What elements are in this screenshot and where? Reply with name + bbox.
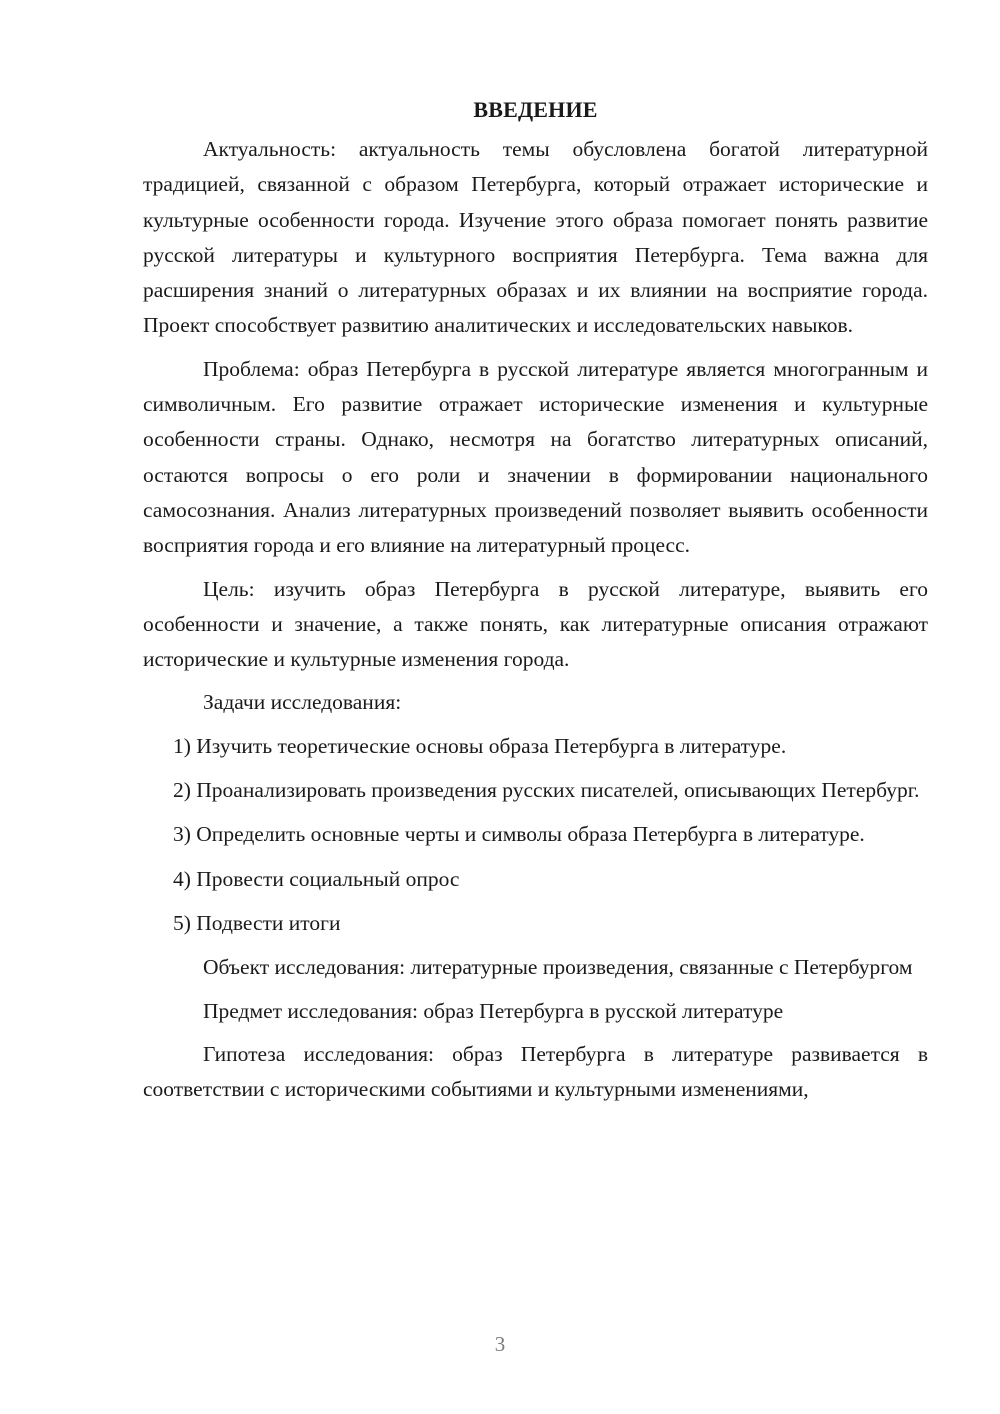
paragraph-goal: Цель: изучить образ Петербурга в русской литературе, выявить его особенности и значение, а также понять, как литературные описания отражают исторические и культурные изменения города.: [143, 576, 928, 672]
task-item: 4) Провести социальный опрос: [173, 866, 460, 891]
task-item: 5) Подвести итоги: [173, 910, 341, 935]
paragraph-object: Объект исследования: литературные произведения, связанные с Петербургом: [203, 955, 913, 980]
task-item: 2) Проанализировать произведения русских писателей, описывающих Петербург.: [173, 778, 920, 803]
document-page: [143, 92, 928, 1115]
section-title: ВВЕДЕНИЕ: [473, 97, 598, 122]
paragraph-hypothesis: Гипотеза исследования: образ Петербурга в литературе развивается в соответствии с историческими событиями и культурными изменениями,: [143, 1041, 928, 1102]
page-number: 3: [494, 1332, 506, 1356]
paragraph-relevance: Актуальность: актуальность темы обусловлена богатой литературной традицией, связанной с образом Петербурга, который отражает исторические и культурные особенности города. Изучение этого образа помогает понять развитие русской литературы и культурного восприятия Петербурга. Тема важна для расширения знаний о литературных образах и их влиянии на восприятие города. Проект способствует развитию аналитических и исследовательских навыков.: [143, 137, 928, 338]
paragraph-problem: Проблема: образ Петербурга в русской литературе является многогранным и символичным. Его развитие отражает исторические изменения и культурные особенности страны. Однако, несмотря на богатство литературных описаний, остаются вопросы о его роли и значении в формировании национального самосознания. Анализ литературных произведений позволяет выявить особенности восприятия города и его влияние на литературный процесс.: [143, 356, 928, 558]
paragraph-tasks-heading: Задачи исследования:: [203, 690, 402, 715]
paragraph-subject: Предмет исследования: образ Петербурга в русской литературе: [203, 998, 784, 1023]
task-item: 3) Определить основные черты и символы образа Петербурга в литературе.: [173, 822, 865, 847]
task-item: 1) Изучить теоретические основы образа Петербурга в литературе.: [173, 733, 787, 758]
